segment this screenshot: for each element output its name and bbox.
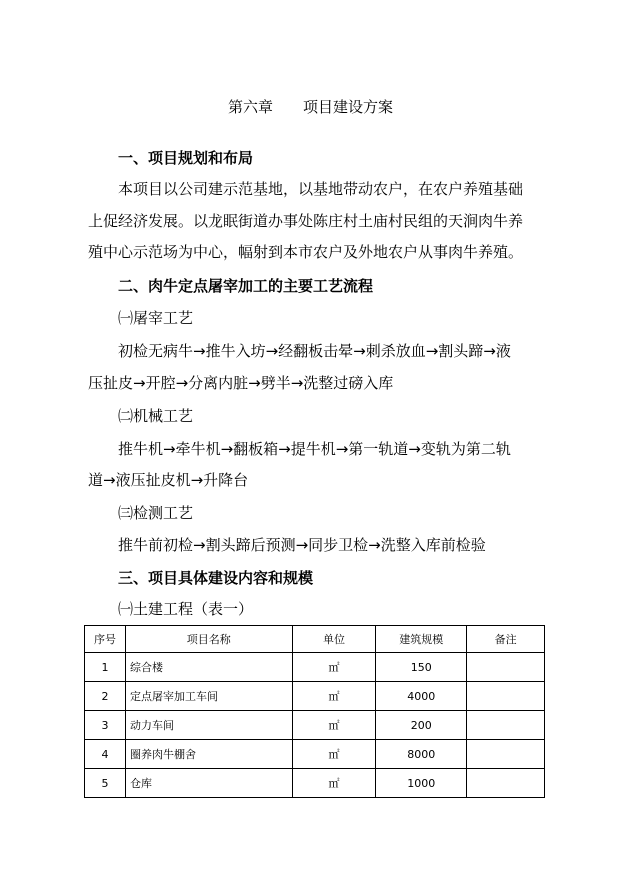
- chapter-title: [0, 96, 621, 117]
- table-row: [85, 711, 545, 740]
- section-1-paragraph-line: 上促经济发展。以龙眠街道办事处陈庄村土庙村民组的天涧肉牛养: [88, 212, 524, 230]
- cell-index: 3: [85, 711, 126, 740]
- cell-remarks: [467, 682, 545, 711]
- cell-scale: 200: [376, 711, 467, 740]
- cell-index: 5: [85, 769, 126, 798]
- machinery-process-line: 推牛机→牵牛机→翻板箱→提牛机→第一轨道→变轨为第二轨: [118, 440, 511, 458]
- table-row: [85, 740, 545, 769]
- slaughter-process-line: 初检无病牛→推牛入坊→经翻板击晕→刺杀放血→割头蹄→液: [118, 342, 511, 360]
- cell-unit: ㎡: [292, 711, 376, 740]
- cell-index: 1: [85, 653, 126, 682]
- section-3-heading: 三、项目具体建设内容和规模: [118, 569, 314, 587]
- header-remarks: 备注: [467, 626, 545, 653]
- construction-table: [84, 625, 545, 798]
- cell-unit: ㎡: [292, 682, 376, 711]
- cell-item-name: 仓库: [125, 769, 292, 798]
- section-2-heading: 二、肉牛定点屠宰加工的主要工艺流程: [118, 277, 374, 295]
- header-index: 序号: [85, 626, 126, 653]
- table-row: [85, 682, 545, 711]
- machinery-process-line: 道→液压扯皮机→升降台: [88, 471, 249, 489]
- cell-scale: 4000: [376, 682, 467, 711]
- slaughter-process-line: 压扯皮→开腔→分离内脏→劈半→洗整过磅入库: [88, 374, 394, 392]
- header-item-name: 项目名称: [125, 626, 292, 653]
- cell-unit: ㎡: [292, 740, 376, 769]
- cell-item-name: 综合楼: [125, 653, 292, 682]
- table-row: [85, 769, 545, 798]
- section-1-paragraph-line: 本项目以公司建示范基地，以基地带动农户，在农户养殖基础: [118, 180, 524, 198]
- machinery-process-title: ㈡机械工艺: [118, 407, 194, 425]
- cell-item-name: 定点屠宰加工车间: [125, 682, 292, 711]
- cell-scale: 1000: [376, 769, 467, 798]
- table-row: [85, 653, 545, 682]
- cell-index: 2: [85, 682, 126, 711]
- cell-item-name: 圈养肉牛棚舍: [125, 740, 292, 769]
- chapter-title-text: 项目建设方案: [303, 98, 394, 116]
- cell-unit: ㎡: [292, 769, 376, 798]
- cell-unit: ㎡: [292, 653, 376, 682]
- header-scale: 建筑规模: [376, 626, 467, 653]
- cell-remarks: [467, 740, 545, 769]
- table-caption: ㈠土建工程（表一）: [118, 600, 254, 618]
- section-1-paragraph-line: 殖中心示范场为中心，幅射到本市农户及外地农户从事肉牛养殖。: [88, 243, 524, 261]
- cell-scale: 150: [376, 653, 467, 682]
- table-header-row: [85, 626, 545, 653]
- cell-scale: 8000: [376, 740, 467, 769]
- chapter-number: 第六章: [227, 98, 273, 116]
- cell-remarks: [467, 769, 545, 798]
- cell-remarks: [467, 653, 545, 682]
- cell-remarks: [467, 711, 545, 740]
- header-unit: 单位: [292, 626, 376, 653]
- cell-index: 4: [85, 740, 126, 769]
- cell-item-name: 动力车间: [125, 711, 292, 740]
- inspection-process-title: ㈢检测工艺: [118, 504, 194, 522]
- slaughter-process-title: ㈠屠宰工艺: [118, 309, 194, 327]
- inspection-process-line: 推牛前初检→割头蹄后预测→同步卫检→洗整入库前检验: [118, 536, 486, 554]
- section-1-heading: 一、项目规划和布局: [118, 149, 254, 167]
